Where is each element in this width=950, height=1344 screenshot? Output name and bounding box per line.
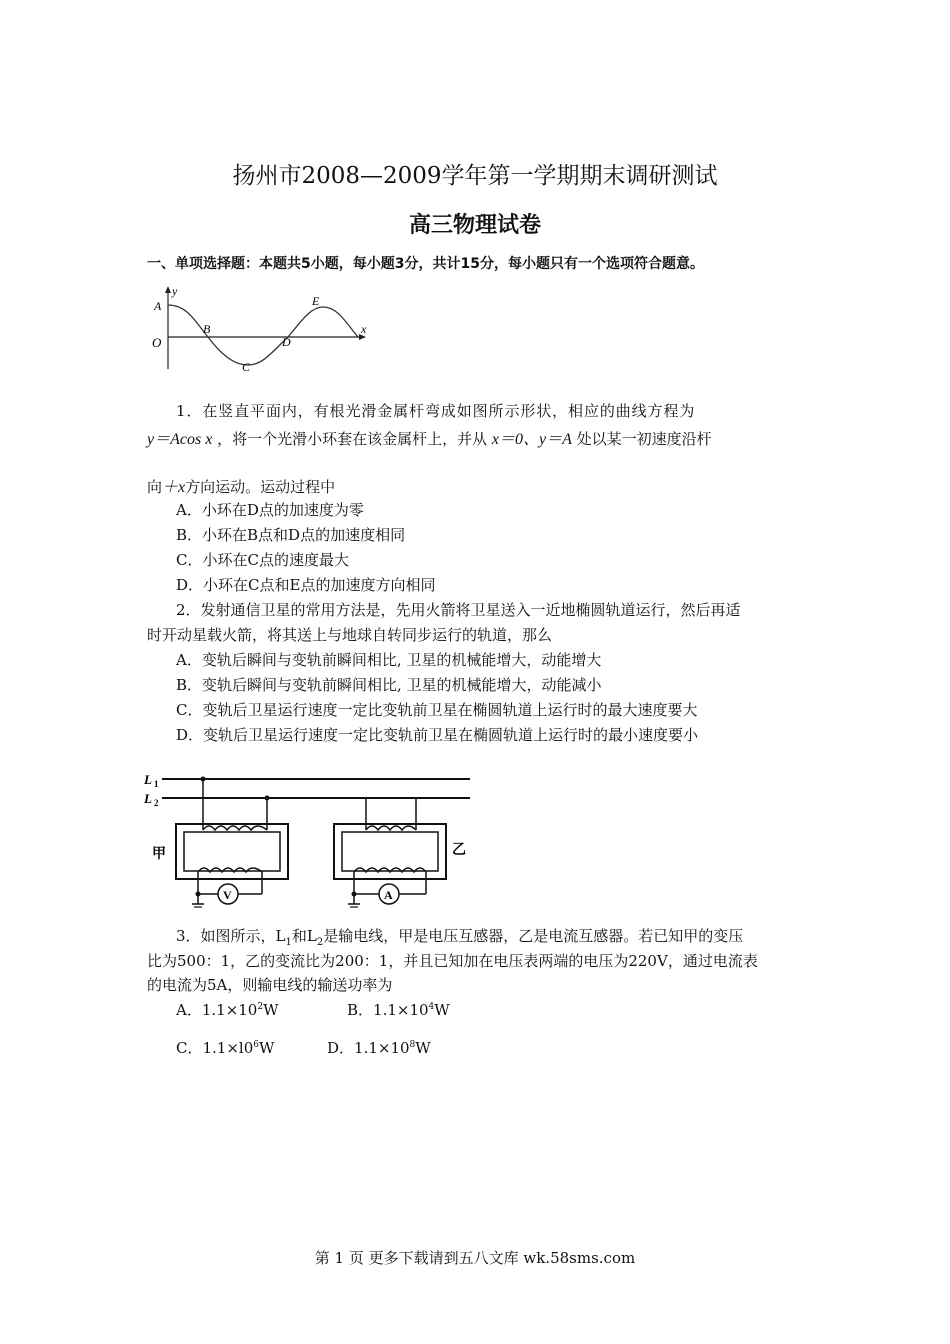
q3-line2: 比为500：1，乙的变流比为200：1，并且已知加在电压表两端的电压为220V，通过电流表 [147,952,758,970]
q3-option-b-exp: 4 [428,1002,435,1012]
line-L2-sub: 2 [154,798,159,808]
q1-option-c: C．小环在C点的速度最大 [176,551,349,569]
x-axis-label: x [361,322,367,336]
page-subtitle: 高三物理试卷 [408,213,541,238]
ammeter-label: A [384,888,393,902]
coil-yi-secondary [354,868,426,872]
q2-option-d: D．变轨后卫星运行速度一定比变轨前卫星在椭圆轨道上运行时的最小速度要小 [176,726,699,744]
section-heading: 一、单项选择题：本题共5小题，每小题3分，共计15分，每小题只有一个选项符合题意。 [147,256,704,272]
point-E-label: E [312,294,320,308]
line-L2-label: L [144,791,152,806]
page-footer: 第 1 页 更多下载请到五八文库 wk.58sms.com [314,1249,636,1267]
q1-line3 [147,474,335,497]
line-L1-label: L [144,772,152,787]
q3-option-b-unit: W [434,1001,450,1019]
q3-line1-a: 3．如图所示，L [176,927,286,945]
q3-line1-sub1: 1 [285,937,292,948]
q1-line1: 1．在竖直平面内，有根光滑金属杆弯成如图所示形状，相应的曲线方程为 [176,402,696,420]
q3-option-b [347,999,450,1020]
q1-line3-b: 方向运动。运动过程中 [185,478,336,496]
point-D-label: D [282,335,291,349]
q3-option-a-exp: 2 [257,1002,264,1012]
line-L1-sub: 1 [154,779,159,789]
voltmeter-label: V [223,888,232,902]
q2-option-a: A．变轨后瞬间与变轨前瞬间相比, 卫星的机械能增大，动能增大 [176,651,602,669]
q3-option-a-text: A．1.1×10 [176,1001,258,1019]
label-yi: 乙 [452,843,466,858]
cosine-curve [168,305,358,365]
q3-option-d-unit: W [415,1039,431,1057]
y-axis-label: y [172,284,178,298]
q3-option-c [176,1037,274,1058]
q2-line2: 时开动星载火箭，将其送上与地球自转同步运行的轨道，那么 [147,626,553,644]
q2-option-c: C．变轨后卫星运行速度一定比变轨前卫星在椭圆轨道上运行时的最大速度要大 [176,701,698,719]
q3-option-c-unit: W [258,1039,275,1057]
q3-option-d-exp: 8 [409,1040,416,1050]
transformer-circuit-figure [140,768,475,913]
q1-option-a: A．小环在D点的加速度为零 [176,501,364,519]
q1-line2-mid: ，将一个光滑小环套在该金属杆上，并从 [217,430,488,448]
q3-line1-b: 和L [291,927,317,945]
q3-line3: 的电流为5A，则输电线的输送功率为 [147,976,393,994]
q3-option-c-text: C．1.1×l0 [176,1039,254,1057]
q2-line1: 2．发射通信卫星的常用方法是，先用火箭将卫星送入一近地椭圆轨道运行，然后再适 [176,601,741,619]
q3-option-b-text: B．1.1×10 [347,1001,429,1019]
q1-direction: ＋x [162,479,186,496]
q3-line1 [176,925,743,948]
q1-line2-end: 处以某一初速度沿杆 [576,430,712,448]
core-yi-inner [342,832,438,871]
q3-line1-c: 是输电线，甲是电压互感器，乙是电流互感器。若已知甲的变压 [323,927,744,945]
cosine-curve-figure [148,283,373,375]
q1-line2 [147,426,712,449]
point-C-label: C [242,360,251,374]
q3-option-d [327,1037,431,1058]
q1-condition: x＝0、y＝A [491,431,572,448]
q3-option-d-text: D．1.1×10 [327,1039,410,1057]
point-A-label: A [154,299,162,313]
q1-line3-a: 向 [147,478,163,496]
q1-equation: y＝Acos x [147,431,213,448]
q1-option-b: B．小环在B点和D点的加速度相同 [176,526,406,544]
origin-label: O [152,335,162,350]
q3-option-c-exp: 6 [253,1040,259,1050]
label-jia: 甲 [152,847,166,862]
y-axis-arrow [165,286,171,293]
q3-option-a-unit: W [263,1001,279,1019]
q3-line1-sub2: 2 [316,937,324,948]
coil-jia-primary [203,826,267,830]
q1-option-d: D．小环在C点和E点的加速度方向相同 [176,576,436,594]
coil-yi-primary [366,826,416,830]
core-jia-inner [184,832,280,871]
page-title: 扬州市2008—2009学年第一学期期末调研测试 [232,163,718,189]
point-B-label: B [203,322,211,336]
q2-option-b: B．变轨后瞬间与变轨前瞬间相比, 卫星的机械能增大，动能减小 [176,676,602,694]
q3-option-a [176,999,279,1020]
